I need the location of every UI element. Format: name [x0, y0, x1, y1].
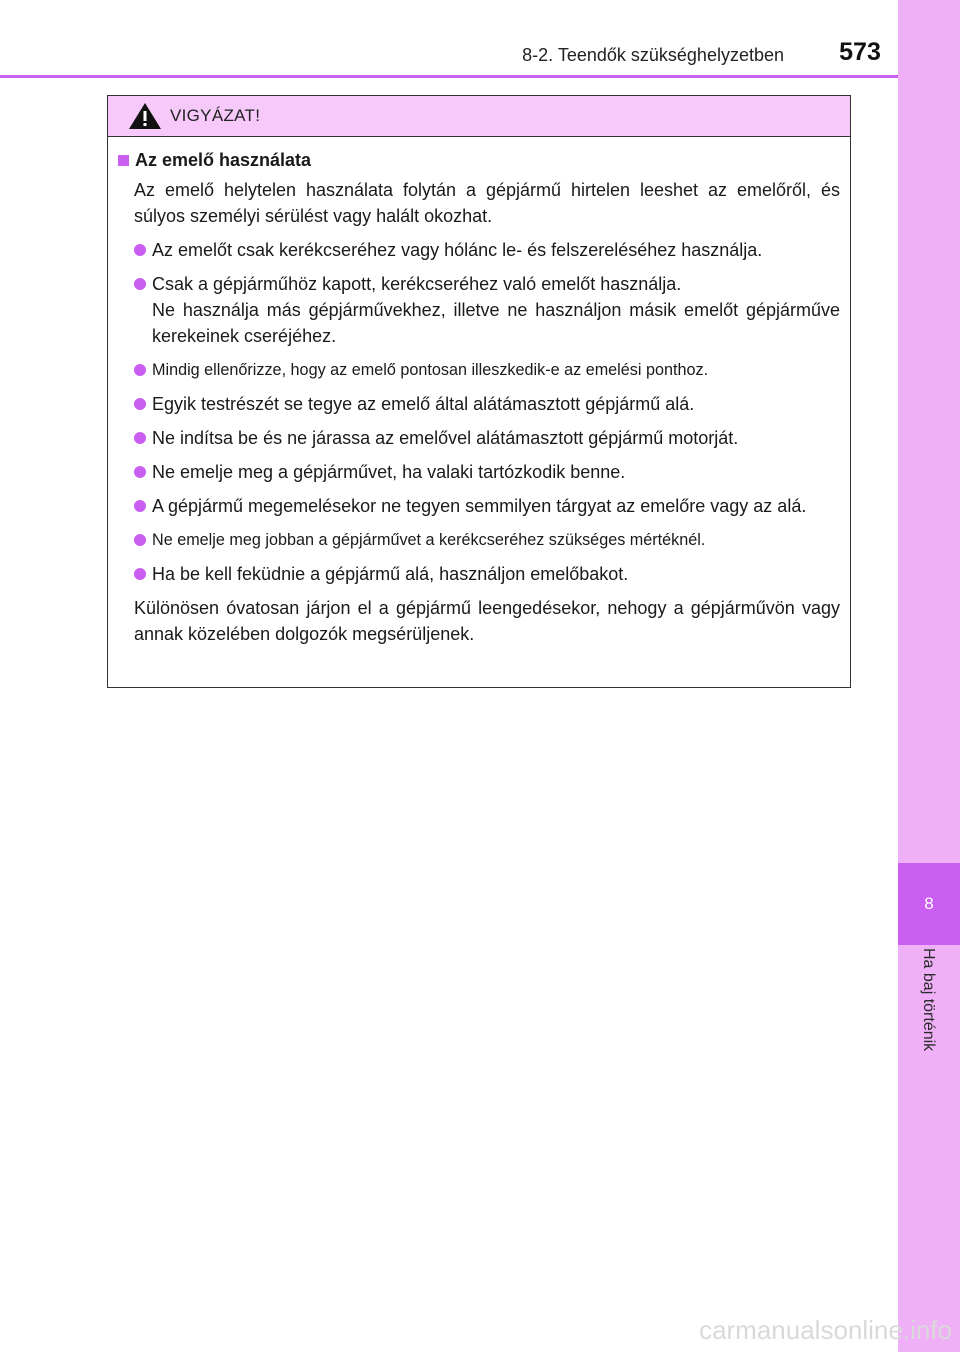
bullet-dot-icon: [134, 244, 146, 256]
bullet-dot-icon: [134, 398, 146, 410]
bullet-list: [118, 237, 840, 587]
bullet-text: Ne emelje meg jobban a gépjárművet a kerékcseréhez szükséges mértéknél.: [152, 531, 706, 549]
caution-title: VIGYÁZAT!: [170, 106, 261, 125]
bullet-text: Mindig ellenőrizze, hogy az emelő pontosan illeszkedik-e az emelési ponthoz.: [152, 361, 709, 379]
bullet-text: A gépjármű megemelésekor ne tegyen semmilyen tárgyat az emelőre vagy az alá.: [152, 496, 807, 516]
list-item: [118, 357, 840, 383]
bullet-dot-icon: [134, 568, 146, 580]
bullet-text: Egyik testrészét se tegye az emelő által alátámasztott gépjármű alá.: [152, 394, 695, 414]
caution-header: [108, 96, 850, 137]
list-item: [118, 527, 840, 553]
side-thumb-tab: [898, 0, 960, 1352]
bullet-text-line: Csak a gépjárműhöz kapott, kerékcseréhez való emelőt használja.: [152, 274, 682, 294]
intro-paragraph: Az emelő helytelen használata folytán a gépjármű hirtelen leeshet az emelőről, és súlyos személyi sérülést vagy halált okozhat.: [134, 180, 840, 226]
page-number: 573: [839, 38, 881, 66]
warning-triangle-icon: [128, 102, 162, 130]
section-title: 8-2. Teendők szükséghelyzetben: [522, 45, 784, 65]
chapter-title: Ha baj történik: [920, 948, 937, 1052]
header-divider: [0, 75, 898, 78]
bullet-text: Ne emelje meg a gépjárművet, ha valaki tartózkodik benne.: [152, 462, 626, 482]
bullet-dot-icon: [134, 500, 146, 512]
bullet-text: Ne indítsa be és ne járassa az emelővel alátámasztott gépjármű motorját.: [152, 428, 739, 448]
list-item: [118, 459, 840, 485]
bullet-dot-icon: [134, 534, 146, 546]
list-item: [118, 271, 840, 349]
caution-content: [108, 137, 850, 647]
bullet-text: Ha be kell feküdnie a gépjármű alá, használjon emelőbakot.: [152, 564, 629, 584]
chapter-number: 8: [924, 894, 934, 913]
caution-box: [107, 95, 851, 688]
list-item: [118, 561, 840, 587]
list-item: [118, 237, 840, 263]
list-item: [118, 493, 840, 519]
chapter-title-tab: [903, 948, 953, 1098]
chapter-number-tab: [898, 863, 960, 945]
bullet-text: [152, 271, 840, 349]
list-item: [118, 425, 840, 451]
bullet-text-line: Ne használja más gépjárművekhez, illetve ne használjon másik emelőt gépjárműve kerekeinek cseréjéhez.: [152, 300, 840, 346]
closing-paragraph: Különösen óvatosan járjon el a gépjármű leengedésekor, nehogy a gépjárművön vagy annak közelében dolgozók megsérüljenek.: [134, 598, 840, 644]
watermark: carmanualsonline.info: [699, 1315, 952, 1345]
bullet-dot-icon: [134, 364, 146, 376]
bullet-dot-icon: [134, 278, 146, 290]
bullet-dot-icon: [134, 466, 146, 478]
bullet-dot-icon: [134, 432, 146, 444]
section-heading-text: Az emelő használata: [135, 150, 312, 170]
square-bullet-icon: [118, 155, 129, 166]
bullet-text: Az emelőt csak kerékcseréhez vagy hólánc le- és felszereléséhez használja.: [152, 240, 763, 260]
section-heading: [118, 150, 840, 171]
list-item: [118, 391, 840, 417]
